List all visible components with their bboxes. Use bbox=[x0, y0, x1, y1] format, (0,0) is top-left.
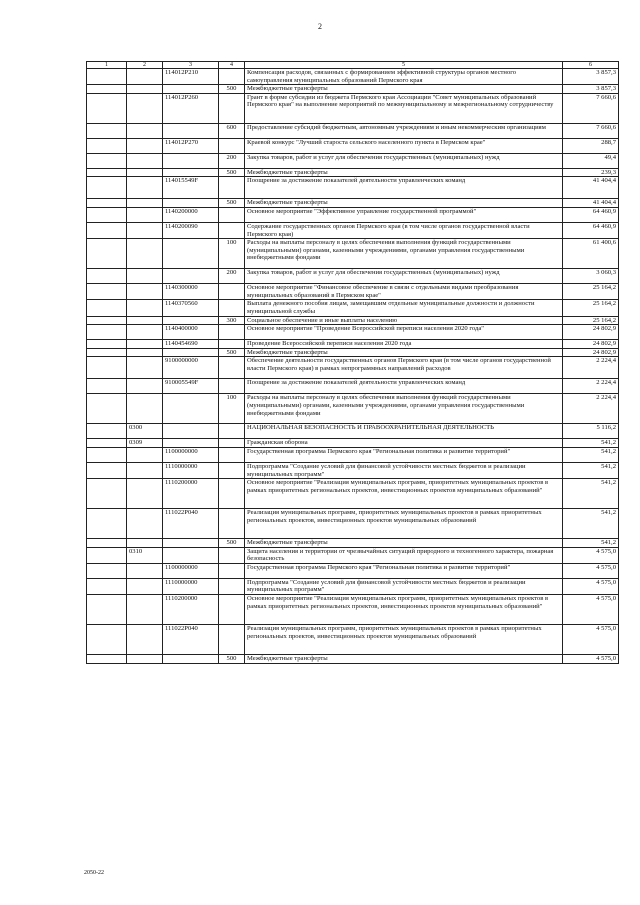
cell-target-code bbox=[163, 239, 219, 269]
cell-target-code: 114015549F bbox=[163, 177, 219, 199]
cell-subsection bbox=[127, 447, 163, 462]
cell-description: Основное мероприятие "Эффективное управление государственной программой" bbox=[245, 207, 563, 222]
cell-subsection bbox=[127, 85, 163, 94]
cell-subsection: 0310 bbox=[127, 547, 163, 563]
cell-section bbox=[87, 563, 127, 578]
document-code: 2050-22 bbox=[84, 870, 104, 876]
cell-description: Основное мероприятие "Финансовое обеспечение в связи с отдельными видами преобразования муниципальных образований в Пермском крае" bbox=[245, 284, 563, 300]
cell-description: Краевой конкурс "Лучший староста сельского населенного пункта в Пермском крае" bbox=[245, 138, 563, 153]
cell-target-code: 1100000000 bbox=[163, 447, 219, 462]
cell-description: Государственная программа Пермского края "Региональная политика и развитие территорий" bbox=[245, 447, 563, 462]
cell-section bbox=[87, 447, 127, 462]
cell-amount: 24 802,9 bbox=[563, 325, 619, 340]
cell-description: НАЦИОНАЛЬНАЯ БЕЗОПАСНОСТЬ И ПРАВООХРАНИТЕЛЬНАЯ ДЕЯТЕЛЬНОСТЬ bbox=[245, 424, 563, 439]
cell-amount: 41 404,4 bbox=[563, 177, 619, 199]
cell-expense-type bbox=[219, 547, 245, 563]
cell-section bbox=[87, 138, 127, 153]
cell-description: Грант в форме субсидии из бюджета Пермского края Ассоциации "Совет муниципальных образований Пермского края" на выполнение мероприятий по межмуниципальному и межрегиональному сотрудничеству bbox=[245, 93, 563, 123]
cell-amount: 2 224,4 bbox=[563, 394, 619, 424]
cell-target-code: 111022Р040 bbox=[163, 509, 219, 539]
cell-target-code: 1100000000 bbox=[163, 563, 219, 578]
cell-amount: 541,2 bbox=[563, 509, 619, 539]
cell-amount: 64 460,9 bbox=[563, 222, 619, 238]
cell-description: Основное мероприятие "Проведение Всероссийской переписи населения 2020 года" bbox=[245, 325, 563, 340]
table-row bbox=[87, 595, 619, 625]
cell-subsection bbox=[127, 462, 163, 478]
cell-amount: 25 164,2 bbox=[563, 300, 619, 316]
cell-subsection bbox=[127, 93, 163, 123]
cell-subsection bbox=[127, 138, 163, 153]
cell-expense-type bbox=[219, 578, 245, 594]
cell-target-code bbox=[163, 269, 219, 284]
table-row bbox=[87, 177, 619, 199]
table-row bbox=[87, 93, 619, 123]
table-row bbox=[87, 379, 619, 394]
cell-amount: 541,2 bbox=[563, 479, 619, 509]
cell-subsection bbox=[127, 348, 163, 357]
cell-subsection bbox=[127, 340, 163, 349]
table-row bbox=[87, 424, 619, 439]
header-col-3: 3 bbox=[163, 62, 219, 69]
cell-amount: 3 857,3 bbox=[563, 85, 619, 94]
cell-subsection bbox=[127, 357, 163, 379]
cell-subsection bbox=[127, 578, 163, 594]
table-row bbox=[87, 578, 619, 594]
budget-table bbox=[86, 61, 619, 664]
cell-section bbox=[87, 168, 127, 177]
cell-target-code: 1140400000 bbox=[163, 325, 219, 340]
header-row bbox=[87, 62, 619, 69]
cell-subsection: 0300 bbox=[127, 424, 163, 439]
cell-description: Поощрение за достижение показателей деятельности управленческих команд bbox=[245, 177, 563, 199]
cell-description: Защита населения и территории от чрезвычайных ситуаций природного и техногенного характера, пожарная безопасность bbox=[245, 547, 563, 563]
cell-section bbox=[87, 269, 127, 284]
cell-description: Предоставление субсидий бюджетным, автономным учреждениям и иным некоммерческим организациям bbox=[245, 123, 563, 138]
cell-section bbox=[87, 462, 127, 478]
cell-description: Содержание государственных органов Пермского края (в том числе органов государственной власти Пермского края) bbox=[245, 222, 563, 238]
cell-amount: 541,2 bbox=[563, 539, 619, 548]
table-row bbox=[87, 300, 619, 316]
cell-amount: 4 575,0 bbox=[563, 563, 619, 578]
cell-section bbox=[87, 284, 127, 300]
table-row bbox=[87, 153, 619, 168]
cell-description: Основное мероприятие "Реализация муниципальных программ, приоритетных муниципальных проектов в рамках приоритетных региональных проектов, инвестиционных проектов муниципальных образований" bbox=[245, 595, 563, 625]
cell-target-code bbox=[163, 316, 219, 325]
cell-target-code: 9100000000 bbox=[163, 357, 219, 379]
cell-amount: 541,2 bbox=[563, 447, 619, 462]
cell-subsection bbox=[127, 394, 163, 424]
cell-target-code bbox=[163, 424, 219, 439]
cell-description: Межбюджетные трансферты bbox=[245, 168, 563, 177]
cell-target-code: 114012Р260 bbox=[163, 93, 219, 123]
cell-expense-type: 100 bbox=[219, 239, 245, 269]
cell-expense-type bbox=[219, 357, 245, 379]
cell-amount: 239,3 bbox=[563, 168, 619, 177]
cell-target-code: 114012Р210 bbox=[163, 69, 219, 85]
cell-subsection bbox=[127, 379, 163, 394]
cell-expense-type bbox=[219, 177, 245, 199]
cell-expense-type bbox=[219, 325, 245, 340]
cell-section bbox=[87, 177, 127, 199]
cell-expense-type bbox=[219, 424, 245, 439]
cell-expense-type: 500 bbox=[219, 85, 245, 94]
cell-section bbox=[87, 348, 127, 357]
cell-description: Компенсация расходов, связанных с формированием эффективной структуры органов местного самоуправления муниципальных образований Пермского края bbox=[245, 69, 563, 85]
cell-subsection bbox=[127, 269, 163, 284]
cell-target-code bbox=[163, 348, 219, 357]
cell-target-code bbox=[163, 199, 219, 208]
cell-description: Выплата денежного пособия лицам, замещавшим отдельные муниципальные должности и должности муниципальной службы bbox=[245, 300, 563, 316]
table-row bbox=[87, 447, 619, 462]
cell-amount: 41 404,4 bbox=[563, 199, 619, 208]
cell-target-code: 114012Р270 bbox=[163, 138, 219, 153]
cell-expense-type bbox=[219, 207, 245, 222]
cell-section bbox=[87, 539, 127, 548]
table-row bbox=[87, 325, 619, 340]
table-row bbox=[87, 284, 619, 300]
cell-subsection bbox=[127, 123, 163, 138]
cell-subsection bbox=[127, 316, 163, 325]
cell-subsection bbox=[127, 595, 163, 625]
cell-expense-type bbox=[219, 595, 245, 625]
cell-subsection bbox=[127, 239, 163, 269]
cell-amount: 4 575,0 bbox=[563, 655, 619, 664]
cell-subsection: 0309 bbox=[127, 439, 163, 448]
cell-target-code bbox=[163, 439, 219, 448]
cell-subsection bbox=[127, 284, 163, 300]
cell-description: Подпрограмма "Создание условий для финансовой устойчивости местных бюджетов и реализации муниципальных программ" bbox=[245, 578, 563, 594]
cell-expense-type: 300 bbox=[219, 316, 245, 325]
header-col-1: 1 bbox=[87, 62, 127, 69]
cell-expense-type: 200 bbox=[219, 153, 245, 168]
table-row bbox=[87, 509, 619, 539]
cell-section bbox=[87, 439, 127, 448]
header-col-2: 2 bbox=[127, 62, 163, 69]
cell-target-code: 1140200090 bbox=[163, 222, 219, 238]
table-row bbox=[87, 563, 619, 578]
table-row bbox=[87, 479, 619, 509]
cell-description: Межбюджетные трансферты bbox=[245, 348, 563, 357]
cell-target-code bbox=[163, 394, 219, 424]
cell-amount: 541,2 bbox=[563, 462, 619, 478]
cell-expense-type bbox=[219, 479, 245, 509]
cell-section bbox=[87, 547, 127, 563]
cell-section bbox=[87, 479, 127, 509]
cell-section bbox=[87, 69, 127, 85]
cell-subsection bbox=[127, 655, 163, 664]
cell-amount: 4 575,0 bbox=[563, 578, 619, 594]
table-row bbox=[87, 85, 619, 94]
cell-section bbox=[87, 316, 127, 325]
cell-target-code bbox=[163, 655, 219, 664]
cell-section bbox=[87, 300, 127, 316]
cell-section bbox=[87, 655, 127, 664]
table-row bbox=[87, 357, 619, 379]
cell-expense-type bbox=[219, 300, 245, 316]
cell-description: Реализация муниципальных программ, приоритетных муниципальных проектов в рамках приоритетных региональных проектов, инвестиционных проектов муниципальных образований bbox=[245, 509, 563, 539]
cell-description: Закупка товаров, работ и услуг для обеспечения государственных (муниципальных) нужд bbox=[245, 269, 563, 284]
cell-description: Гражданская оборона bbox=[245, 439, 563, 448]
cell-subsection bbox=[127, 325, 163, 340]
header-col-5: 5 bbox=[245, 62, 563, 69]
cell-amount: 4 575,0 bbox=[563, 547, 619, 563]
cell-target-code bbox=[163, 123, 219, 138]
table-row bbox=[87, 439, 619, 448]
cell-section bbox=[87, 424, 127, 439]
cell-description: Межбюджетные трансферты bbox=[245, 199, 563, 208]
cell-amount: 3 060,3 bbox=[563, 269, 619, 284]
cell-expense-type: 500 bbox=[219, 348, 245, 357]
table-row bbox=[87, 222, 619, 238]
cell-section bbox=[87, 325, 127, 340]
cell-amount: 2 224,4 bbox=[563, 357, 619, 379]
cell-expense-type: 500 bbox=[219, 199, 245, 208]
header-col-4: 4 bbox=[219, 62, 245, 69]
cell-target-code bbox=[163, 547, 219, 563]
cell-target-code bbox=[163, 539, 219, 548]
cell-subsection bbox=[127, 177, 163, 199]
cell-description: Государственная программа Пермского края "Региональная политика и развитие территорий" bbox=[245, 563, 563, 578]
cell-subsection bbox=[127, 207, 163, 222]
cell-subsection bbox=[127, 222, 163, 238]
cell-expense-type: 500 bbox=[219, 655, 245, 664]
cell-description: Проведение Всероссийской переписи населения 2020 года bbox=[245, 340, 563, 349]
cell-amount: 7 660,6 bbox=[563, 93, 619, 123]
cell-subsection bbox=[127, 479, 163, 509]
cell-expense-type bbox=[219, 222, 245, 238]
cell-description: Поощрение за достижение показателей деятельности управленческих команд bbox=[245, 379, 563, 394]
cell-section bbox=[87, 340, 127, 349]
cell-expense-type bbox=[219, 284, 245, 300]
cell-subsection bbox=[127, 153, 163, 168]
cell-subsection bbox=[127, 539, 163, 548]
cell-expense-type bbox=[219, 563, 245, 578]
table-row bbox=[87, 340, 619, 349]
cell-description: Подпрограмма "Создание условий для финансовой устойчивости местных бюджетов и реализации муниципальных программ" bbox=[245, 462, 563, 478]
cell-amount: 7 660,6 bbox=[563, 123, 619, 138]
cell-expense-type bbox=[219, 462, 245, 478]
cell-amount: 64 460,9 bbox=[563, 207, 619, 222]
cell-description: Реализация муниципальных программ, приоритетных муниципальных проектов в рамках приоритетных региональных проектов, инвестиционных проектов муниципальных образований bbox=[245, 625, 563, 655]
cell-expense-type bbox=[219, 69, 245, 85]
cell-target-code: 1140200000 bbox=[163, 207, 219, 222]
cell-section bbox=[87, 239, 127, 269]
cell-target-code bbox=[163, 168, 219, 177]
table-row bbox=[87, 625, 619, 655]
cell-description: Обеспечение деятельности государственных органов Пермского края (в том числе органов государственной власти Пермского края) в рамках непрограммных направлений расходов bbox=[245, 357, 563, 379]
cell-section bbox=[87, 595, 127, 625]
table-row bbox=[87, 269, 619, 284]
cell-expense-type bbox=[219, 379, 245, 394]
cell-amount: 25 164,2 bbox=[563, 316, 619, 325]
cell-expense-type: 500 bbox=[219, 539, 245, 548]
cell-expense-type bbox=[219, 138, 245, 153]
cell-expense-type bbox=[219, 340, 245, 349]
cell-amount: 61 400,6 bbox=[563, 239, 619, 269]
cell-subsection bbox=[127, 199, 163, 208]
cell-target-code: 910005549F bbox=[163, 379, 219, 394]
cell-amount: 288,7 bbox=[563, 138, 619, 153]
cell-amount: 4 575,0 bbox=[563, 625, 619, 655]
cell-description: Межбюджетные трансферты bbox=[245, 539, 563, 548]
cell-section bbox=[87, 379, 127, 394]
cell-target-code: 1110000000 bbox=[163, 462, 219, 478]
cell-amount: 24 802,9 bbox=[563, 348, 619, 357]
cell-section bbox=[87, 123, 127, 138]
cell-subsection bbox=[127, 563, 163, 578]
cell-target-code bbox=[163, 153, 219, 168]
cell-subsection bbox=[127, 300, 163, 316]
cell-subsection bbox=[127, 69, 163, 85]
page-number: 2 bbox=[318, 22, 322, 31]
table-row bbox=[87, 123, 619, 138]
cell-target-code: 1140370560 bbox=[163, 300, 219, 316]
cell-amount: 3 857,3 bbox=[563, 69, 619, 85]
cell-description: Расходы на выплаты персоналу в целях обеспечения выполнения функций государственными (муниципальными) органами, казенными учреждениями, органами управления государственными внебюджетными фондами bbox=[245, 239, 563, 269]
table-row bbox=[87, 69, 619, 85]
cell-target-code: 1110200000 bbox=[163, 479, 219, 509]
cell-expense-type: 200 bbox=[219, 269, 245, 284]
cell-description: Межбюджетные трансферты bbox=[245, 85, 563, 94]
cell-description: Межбюджетные трансферты bbox=[245, 655, 563, 664]
cell-expense-type: 100 bbox=[219, 394, 245, 424]
table-row bbox=[87, 539, 619, 548]
cell-subsection bbox=[127, 168, 163, 177]
table-row bbox=[87, 394, 619, 424]
table-row bbox=[87, 239, 619, 269]
cell-section bbox=[87, 207, 127, 222]
table-row bbox=[87, 199, 619, 208]
cell-amount: 5 116,2 bbox=[563, 424, 619, 439]
cell-section bbox=[87, 578, 127, 594]
cell-section bbox=[87, 222, 127, 238]
cell-description: Расходы на выплаты персоналу в целях обеспечения выполнения функций государственными (муниципальными) органами, казенными учреждениями, органами управления государственными внебюджетными фондами bbox=[245, 394, 563, 424]
cell-expense-type: 600 bbox=[219, 123, 245, 138]
cell-description: Социальное обеспечение и иные выплаты населению bbox=[245, 316, 563, 325]
cell-section bbox=[87, 357, 127, 379]
cell-expense-type bbox=[219, 509, 245, 539]
cell-target-code bbox=[163, 85, 219, 94]
cell-description: Основное мероприятие "Реализация муниципальных программ, приоритетных муниципальных проектов в рамках приоритетных региональных проектов, инвестиционных проектов муниципальных образований" bbox=[245, 479, 563, 509]
cell-target-code: 1110200000 bbox=[163, 595, 219, 625]
table-row bbox=[87, 168, 619, 177]
cell-description: Закупка товаров, работ и услуг для обеспечения государственных (муниципальных) нужд bbox=[245, 153, 563, 168]
cell-amount: 49,4 bbox=[563, 153, 619, 168]
cell-amount: 4 575,0 bbox=[563, 595, 619, 625]
table-row bbox=[87, 138, 619, 153]
cell-section bbox=[87, 509, 127, 539]
table-row bbox=[87, 655, 619, 664]
table-row bbox=[87, 316, 619, 325]
cell-expense-type: 500 bbox=[219, 168, 245, 177]
cell-subsection bbox=[127, 509, 163, 539]
cell-amount: 2 224,4 bbox=[563, 379, 619, 394]
cell-section bbox=[87, 625, 127, 655]
cell-amount: 24 802,9 bbox=[563, 340, 619, 349]
cell-section bbox=[87, 153, 127, 168]
cell-target-code: 1110000000 bbox=[163, 578, 219, 594]
table-row bbox=[87, 348, 619, 357]
cell-section bbox=[87, 199, 127, 208]
cell-section bbox=[87, 93, 127, 123]
cell-expense-type bbox=[219, 93, 245, 123]
cell-target-code: 1140454690 bbox=[163, 340, 219, 349]
table-body bbox=[87, 69, 619, 664]
cell-target-code: 111022Р040 bbox=[163, 625, 219, 655]
table-row bbox=[87, 462, 619, 478]
cell-subsection bbox=[127, 625, 163, 655]
cell-section bbox=[87, 394, 127, 424]
cell-section bbox=[87, 85, 127, 94]
cell-expense-type bbox=[219, 439, 245, 448]
header-col-6: 6 bbox=[563, 62, 619, 69]
cell-amount: 25 164,2 bbox=[563, 284, 619, 300]
cell-expense-type bbox=[219, 447, 245, 462]
cell-expense-type bbox=[219, 625, 245, 655]
table-row bbox=[87, 547, 619, 563]
cell-target-code: 1140300000 bbox=[163, 284, 219, 300]
cell-amount: 541,2 bbox=[563, 439, 619, 448]
table-row bbox=[87, 207, 619, 222]
